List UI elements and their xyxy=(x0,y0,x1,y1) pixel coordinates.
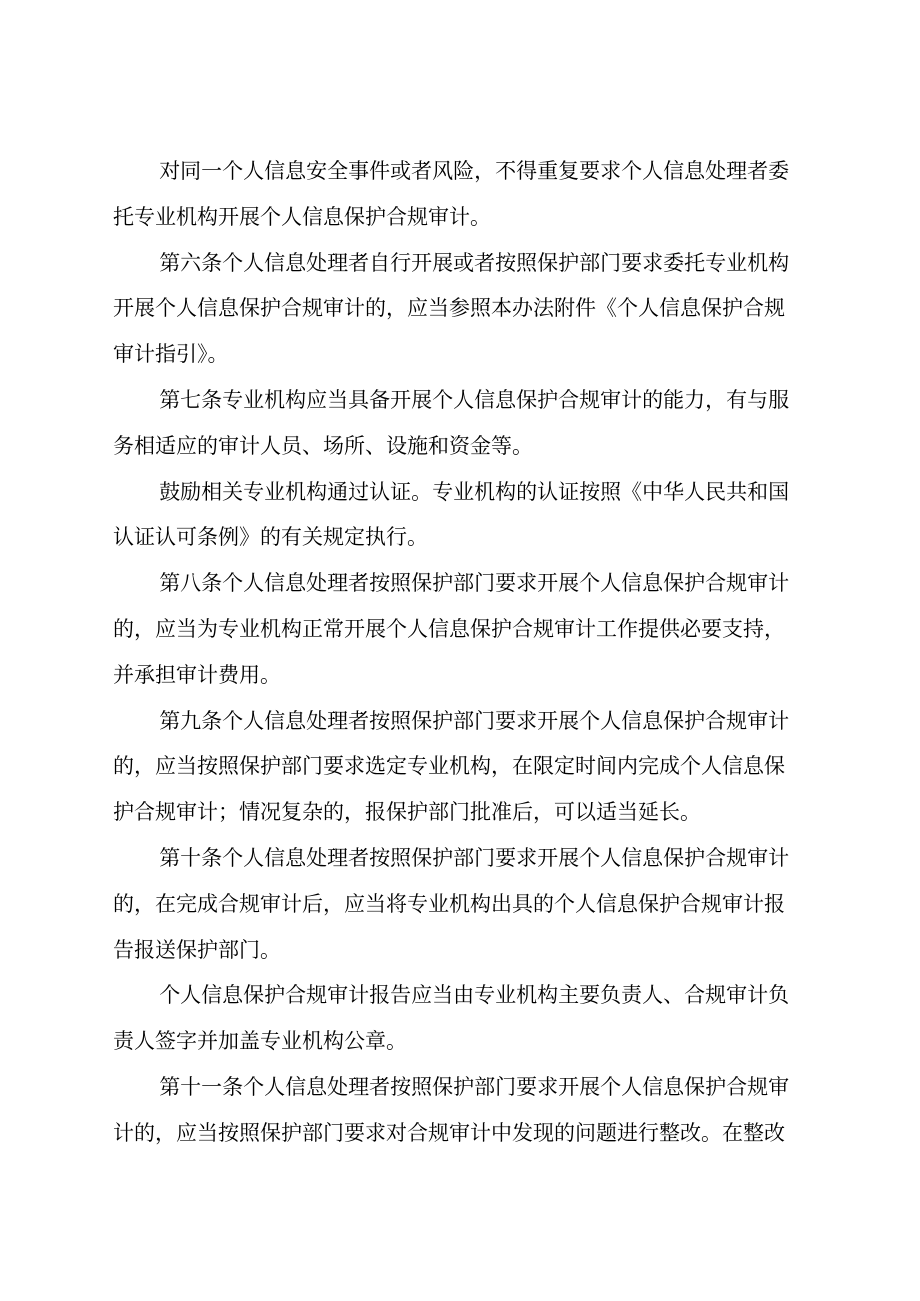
paragraph: 对同一个人信息安全事件或者风险，不得重复要求个人信息处理者委 托专业机构开展个人信息保护合规审计。 xyxy=(113,159,790,229)
paragraph-article-6: 第六条个人信息处理者自行开展或者按照保护部门要求委托专业机构 开展个人信息保护合规审计的，应当参照本办法附件《个人信息保护合规 审计指引》。 xyxy=(113,250,790,367)
paragraph: 鼓励相关专业机构通过认证。专业机构的认证按照《中华人民共和国 认证认可条例》的有关规定执行。 xyxy=(113,479,790,550)
document-body xyxy=(113,149,824,1157)
paragraph-article-10: 第十条个人信息处理者按照保护部门要求开展个人信息保护合规审计 的，在完成合规审计后，应当将专业机构出具的个人信息保护合规审计报 告报送保护部门。 xyxy=(113,845,790,962)
paragraph-article-11: 第十一条个人信息处理者按照保护部门要求开展个人信息保护合规审 计的，应当按照保护部门要求对合规审计中发现的问题进行整改。在整改 xyxy=(113,1074,790,1145)
paragraph-article-8: 第八条个人信息处理者按照保护部门要求开展个人信息保护合规审计 的，应当为专业机构正常开展个人信息保护合规审计工作提供必要支持， 并承担审计费用。 xyxy=(113,571,790,687)
paragraph-article-9: 第九条个人信息处理者按照保护部门要求开展个人信息保护合规审计 的，应当按照保护部门要求选定专业机构，在限定时间内完成个人信息保 护合规审计；情况复杂的，报保护部门批准后，可以适当延长。 xyxy=(113,708,790,825)
paragraph-article-7: 第七条专业机构应当具备开展个人信息保护合规审计的能力，有与服 务相适应的审计人员、场所、设施和资金等。 xyxy=(113,387,790,458)
paragraph: 个人信息保护合规审计报告应当由专业机构主要负责人、合规审计负 责人签字并加盖专业机构公章。 xyxy=(113,983,790,1054)
